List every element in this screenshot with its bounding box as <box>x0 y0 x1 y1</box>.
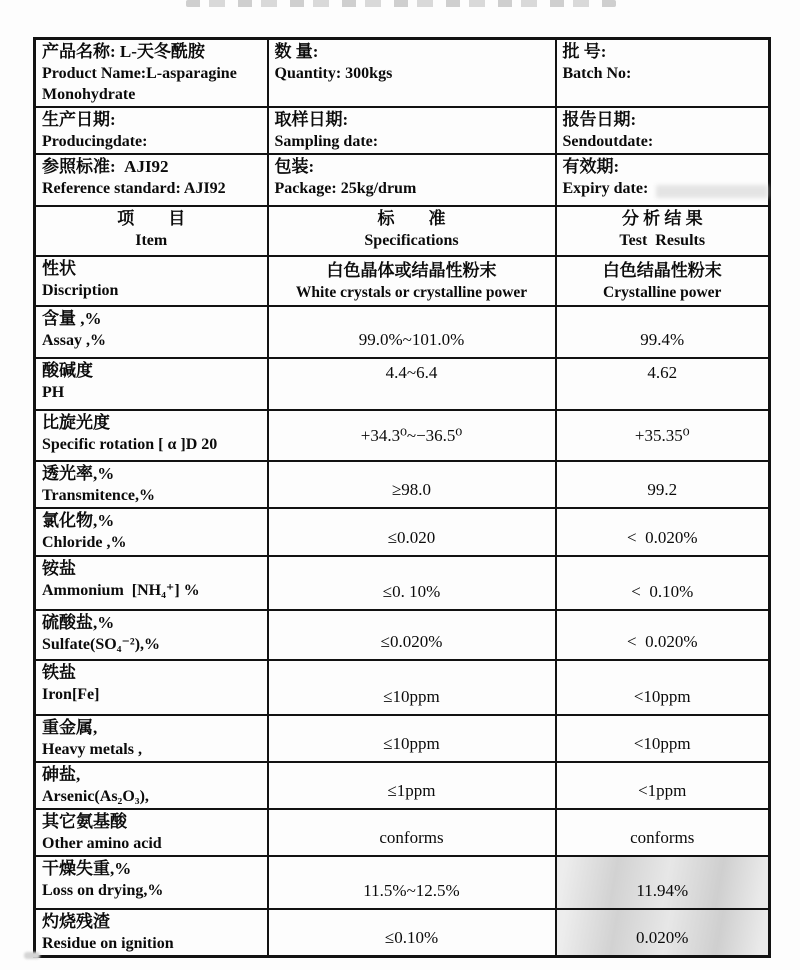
info-label-en: Quantity: 300kgs <box>274 65 393 82</box>
info-cell <box>268 39 556 108</box>
result-line: < 0.020% <box>627 632 698 651</box>
info-label-cn: 生产日期: <box>42 110 116 129</box>
item-label-en: Sulfate(SO₄⁻²),% <box>42 636 161 653</box>
spec-cell <box>268 306 556 358</box>
info-cell <box>35 107 268 154</box>
spec-line: conforms <box>379 828 444 847</box>
item-cell <box>35 306 268 358</box>
result-line: <1ppm <box>638 781 687 800</box>
result-cell <box>556 306 770 358</box>
result-cell <box>556 256 770 306</box>
column-header-item-cn: 项 目 <box>117 209 186 228</box>
result-cell <box>556 508 770 556</box>
info-label-en: Package: 25kg/drum <box>274 180 417 197</box>
item-label-cn: 砷盐, <box>42 765 81 784</box>
item-cell <box>35 610 268 660</box>
info-label-cn: 有效期: <box>562 157 620 176</box>
result-cell <box>556 461 770 508</box>
table-row <box>35 610 770 660</box>
result-cell <box>556 610 770 660</box>
table-row <box>35 410 770 461</box>
item-label-en: Heavy metals , <box>42 741 142 758</box>
table-row <box>35 856 770 909</box>
info-cell <box>268 154 556 206</box>
item-cell <box>35 809 268 856</box>
info-label-en: Sampling date: <box>274 133 379 150</box>
table-row <box>35 306 770 358</box>
item-label-cn: 灼烧残渣 <box>42 912 110 931</box>
item-label-en: Loss on drying,% <box>42 882 164 899</box>
column-header-result-cn: 分 析 结 果 <box>621 209 703 228</box>
info-label-en: Sendoutdate: <box>562 133 654 150</box>
spec-line: ≤1ppm <box>387 781 436 800</box>
spec-cell <box>268 610 556 660</box>
info-label-cn: 取样日期: <box>274 110 349 129</box>
item-label-cn: 酸碱度 <box>42 361 93 380</box>
spec-line: 99.0%~101.0% <box>358 330 465 349</box>
info-cell <box>556 107 770 154</box>
column-header-spec <box>268 206 556 256</box>
result-line: +35.35⁰ <box>634 425 690 445</box>
info-label-en: Reference standard: AJI92 <box>42 180 226 197</box>
spec-cell <box>268 256 556 306</box>
info-cell <box>35 39 268 108</box>
spec-line: 白色晶体或结晶性粉末 <box>326 261 497 280</box>
info-label-cn: 产品名称: L-天冬酰胺 <box>42 42 205 61</box>
item-cell <box>35 909 268 957</box>
spec-line: ≤0.020% <box>380 632 443 651</box>
item-label-cn: 透光率,% <box>42 464 115 483</box>
result-line: 11.94% <box>636 881 689 900</box>
info-row <box>35 154 770 206</box>
column-header-row <box>35 206 770 256</box>
spec-line: ≤0. 10% <box>382 582 441 601</box>
info-row <box>35 107 770 154</box>
item-cell <box>35 508 268 556</box>
item-label-en: Arsenic(As₂O₃), <box>42 788 149 805</box>
info-label-cn: 参照标准: AJI92 <box>42 157 169 176</box>
item-cell <box>35 556 268 610</box>
column-header-result-en: Test Results <box>619 232 706 249</box>
item-label-cn: 干燥失重,% <box>42 859 132 878</box>
column-header-item <box>35 206 268 256</box>
item-label-cn: 硫酸盐,% <box>42 613 115 632</box>
item-cell <box>35 358 268 410</box>
spec-cell <box>268 358 556 410</box>
item-cell <box>35 715 268 762</box>
info-label-en: Producingdate: <box>42 133 148 150</box>
item-label-en: Residue on ignition <box>42 935 174 952</box>
item-label-cn: 其它氨基酸 <box>42 812 127 831</box>
spec-cell <box>268 461 556 508</box>
table-row <box>35 508 770 556</box>
table-row <box>35 461 770 508</box>
item-label-en: Transmitence,% <box>42 487 156 504</box>
spec-cell <box>268 508 556 556</box>
spec-cell <box>268 909 556 957</box>
column-header-spec-cn: 标 准 <box>377 209 446 228</box>
info-cell <box>35 154 268 206</box>
column-header-item-en: Item <box>135 232 168 249</box>
column-header-spec-en: Specifications <box>364 232 459 249</box>
cropped-title-fragment <box>186 0 616 7</box>
spec-cell <box>268 715 556 762</box>
spec-line: ≤10ppm <box>383 734 440 753</box>
spec-line: ≥98.0 <box>391 480 432 499</box>
column-header-result <box>556 206 770 256</box>
table-row <box>35 358 770 410</box>
item-label-cn: 性状 <box>42 259 76 278</box>
result-line: 4.62 <box>647 363 678 382</box>
item-cell <box>35 256 268 306</box>
item-label-en: Iron[Fe] <box>42 686 100 703</box>
spec-cell <box>268 556 556 610</box>
scan-smudge-expiry <box>656 185 768 198</box>
item-label-en: Chloride ,% <box>42 534 127 551</box>
result-line: 白色结晶性粉末 <box>602 261 722 280</box>
info-label-en: Product Name:L-asparagine <box>42 65 237 82</box>
item-label-en: Ammonium [NH₄⁺] % <box>42 582 200 599</box>
coa-table <box>33 37 771 958</box>
item-cell <box>35 762 268 809</box>
item-label-cn: 重金属, <box>42 718 98 737</box>
spec-cell <box>268 410 556 461</box>
spec-cell <box>268 762 556 809</box>
scan-mark-bottom-left <box>24 952 40 959</box>
item-label-en: Specific rotation [ α ]D 20 <box>42 436 218 453</box>
spec-cell <box>268 809 556 856</box>
spec-cell <box>268 856 556 909</box>
spec-line: +34.3⁰~−36.5⁰ <box>360 425 463 445</box>
spec-cell <box>268 660 556 715</box>
result-cell <box>556 715 770 762</box>
spec-line: ≤10ppm <box>383 687 440 706</box>
item-label-en: PH <box>42 384 65 401</box>
table-row <box>35 809 770 856</box>
item-cell <box>35 410 268 461</box>
result-line: 0.020% <box>636 928 689 947</box>
result-line: 99.2 <box>647 480 678 499</box>
info-cell <box>556 154 770 206</box>
info-label-cn: 报告日期: <box>562 110 637 129</box>
result-cell <box>556 856 770 909</box>
result-cell <box>556 909 770 957</box>
coa-table-body <box>35 39 770 957</box>
result-line: conforms <box>630 828 695 847</box>
table-row <box>35 556 770 610</box>
info-cell <box>268 107 556 154</box>
item-label-cn: 铵盐 <box>42 559 76 578</box>
result-cell <box>556 762 770 809</box>
result-cell <box>556 410 770 461</box>
item-cell <box>35 856 268 909</box>
info-label-cn: 包装: <box>274 157 315 176</box>
item-label-cn: 比旋光度 <box>42 413 110 432</box>
info-label-en: Monohydrate <box>42 86 136 103</box>
spec-line: ≤0.020 <box>387 528 436 547</box>
spec-line: White crystals or crystalline power <box>295 284 528 301</box>
table-row <box>35 762 770 809</box>
info-label-en: Expiry date: <box>562 180 649 197</box>
result-line: < 0.020% <box>627 528 698 547</box>
result-cell <box>556 556 770 610</box>
item-label-cn: 氯化物,% <box>42 511 115 530</box>
table-row <box>35 660 770 715</box>
item-label-en: Discription <box>42 282 119 299</box>
spec-line: 11.5%~12.5% <box>363 881 460 900</box>
table-row <box>35 909 770 957</box>
item-label-cn: 含量 ,% <box>42 309 102 328</box>
spec-line: ≤0.10% <box>384 928 439 947</box>
info-label-en: Batch No: <box>562 65 632 82</box>
item-label-cn: 铁盐 <box>42 663 76 682</box>
info-label-cn: 批 号: <box>562 42 607 61</box>
result-cell <box>556 660 770 715</box>
result-line: Crystalline power <box>603 284 722 301</box>
result-cell <box>556 809 770 856</box>
info-cell <box>556 39 770 108</box>
result-line: <10ppm <box>633 687 691 706</box>
result-line: <10ppm <box>633 734 691 753</box>
table-row <box>35 715 770 762</box>
spec-line: 4.4~6.4 <box>385 363 438 382</box>
item-cell <box>35 461 268 508</box>
item-label-en: Other amino acid <box>42 835 162 852</box>
result-line: < 0.10% <box>631 582 694 601</box>
result-line: 99.4% <box>640 330 685 349</box>
item-cell <box>35 660 268 715</box>
item-label-en: Assay ,% <box>42 332 107 349</box>
result-cell <box>556 358 770 410</box>
info-label-cn: 数 量: <box>274 42 319 61</box>
info-row <box>35 39 770 108</box>
table-row <box>35 256 770 306</box>
